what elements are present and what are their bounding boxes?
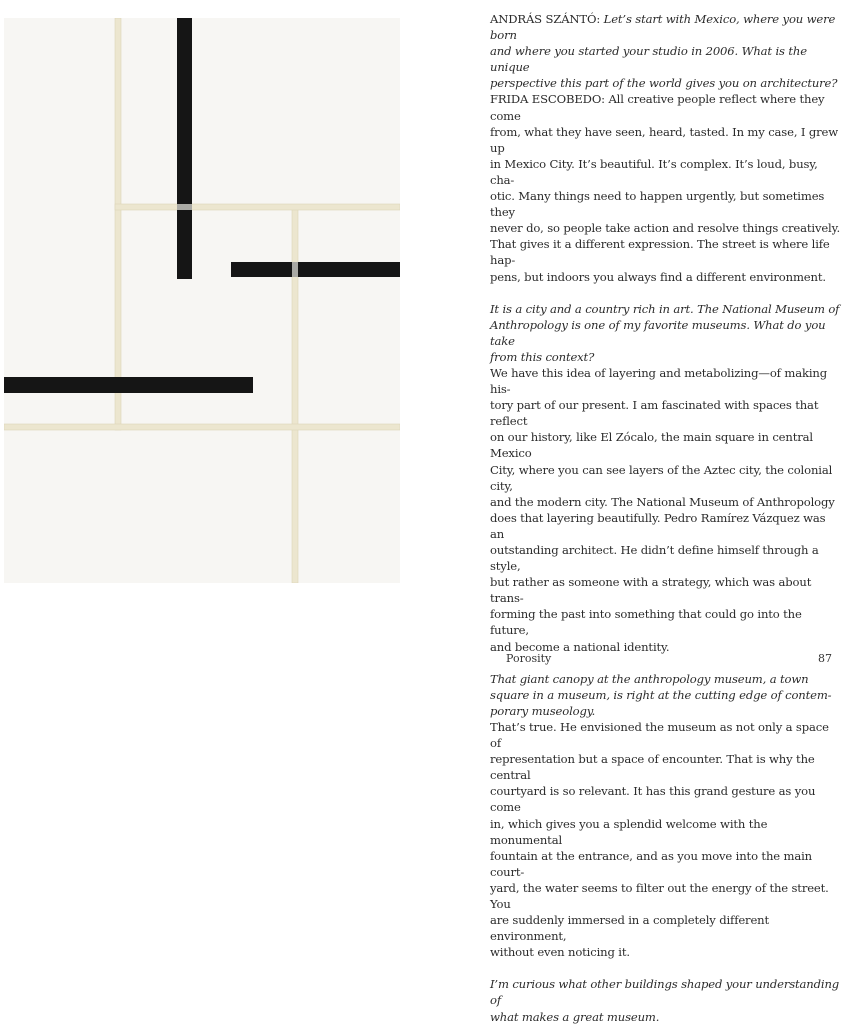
tape-vertical-right [292, 205, 298, 583]
interview-text [490, 11, 840, 1025]
question-1-line: and where you started your studio in 2006. What is the unique [490, 44, 807, 75]
answer-3-line: representation but a space of encounter. That is why the central [490, 752, 815, 783]
answer-2-line: and become a national identity. [490, 639, 670, 654]
question-3-line: porary museology. [490, 703, 596, 718]
answer-1-line: That gives it a different expression. The street is where life hap- [490, 237, 830, 268]
page-number: 87 [818, 652, 832, 665]
answer-2-line: and the modern city. The National Museum of Anthropology [490, 494, 835, 509]
answer-1-line: FRIDA ESCOBEDO: All creative people reflect where they come [490, 92, 825, 123]
answer-2-line: forming the past into something that could go into the future, [490, 607, 802, 638]
answer-3-line: courtyard is so relevant. It has this grand gesture as you come [490, 784, 816, 815]
answer-1-line: from, what they have seen, heard, tasted. In my case, I grew up [490, 124, 839, 155]
answer-3-line: fountain at the entrance, and as you move into the main court- [490, 848, 812, 879]
answer-2-line: outstanding architect. He didn’t define himself through a style, [490, 543, 819, 574]
answer-2-line: City, where you can see layers of the Aztec city, the colonial city, [490, 462, 833, 493]
answer-2-line: but rather as someone with a strategy, which was about trans- [490, 575, 812, 606]
artwork-image [4, 18, 400, 583]
question-1 [490, 11, 840, 91]
answer-1 [490, 91, 840, 284]
question-2-line: Anthropology is one of my favorite museums. What do you take [490, 317, 826, 348]
answer-3-line: are suddenly immersed in a completely different environment, [490, 913, 769, 944]
answer-2 [490, 365, 840, 655]
question-4-line: what makes a great museum. [490, 1009, 660, 1024]
overlap-top [177, 204, 192, 210]
question-3-line: That giant canopy at the anthropology museum, a town [490, 671, 809, 686]
question-1-line: Let’s start with Mexico, where you were born [490, 12, 836, 43]
question-3-line: square in a museum, is right at the cutting edge of contem- [490, 687, 832, 702]
answer-3-line: That’s true. He envisioned the museum as not only a space of [490, 719, 829, 751]
answer-1-line: otic. Many things need to happen urgently, but sometimes they [490, 189, 825, 220]
answer-2-line: tory part of our present. I am fascinated with spaces that reflect [490, 398, 819, 429]
black-bar-vertical [177, 18, 192, 279]
answer-3 [490, 719, 840, 960]
paragraph-gap [490, 285, 840, 301]
question-4-line: I’m curious what other buildings shaped your understanding of [490, 977, 840, 1008]
running-title: Porosity [506, 652, 552, 665]
tape-horizontal-top [115, 204, 400, 210]
artwork-background [4, 18, 400, 583]
tape-vertical-left [115, 18, 121, 430]
answer-1-line: never do, so people take action and resolve things creatively. [490, 221, 841, 236]
tape-horizontal-bottom [4, 424, 400, 430]
black-bar-left [4, 377, 253, 393]
question-4 [490, 976, 840, 1024]
answer-2-line: on our history, like El Zócalo, the main square in central Mexico [490, 430, 813, 461]
answer-1-line: in Mexico City. It’s beautiful. It’s complex. It’s loud, busy, cha- [490, 156, 818, 187]
question-2 [490, 301, 840, 365]
answer-3-line: yard, the water seems to filter out the energy of the street. You [490, 880, 829, 911]
question-2-line: from this context? [490, 349, 595, 364]
question-1-line: perspective this part of the world gives you on architecture? [490, 76, 838, 91]
overlap-right [292, 262, 298, 277]
answer-1-line: pens, but indoors you always find a different environment. [490, 269, 826, 284]
paragraph-gap [490, 960, 840, 976]
question-2-line: It is a city and a country rich in art. The National Museum of [490, 301, 840, 316]
interviewer-name: ANDRÁS SZÁNTÓ: [490, 12, 604, 26]
answer-3-line: without even noticing it. [490, 945, 630, 960]
answer-2-line: We have this idea of layering and metabolizing—of making his- [490, 365, 827, 397]
answer-3-line: in, which gives you a splendid welcome with the monumental [490, 816, 768, 847]
answer-2-line: does that layering beautifully. Pedro Ramírez Vázquez was an [490, 510, 826, 541]
black-bar-right [231, 262, 400, 277]
